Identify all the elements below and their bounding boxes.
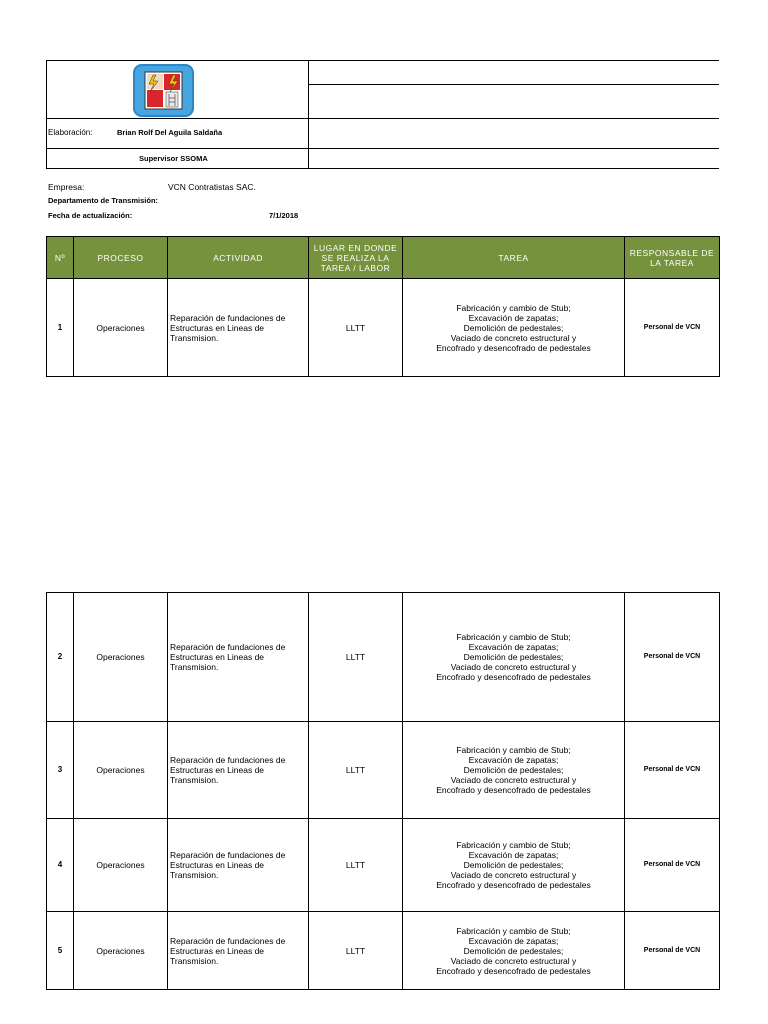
- tarea-line: Fabricación y cambio de Stub;: [456, 632, 571, 642]
- column-header-proceso: PROCESO: [74, 237, 168, 279]
- empresa-label: Empresa:: [48, 182, 85, 192]
- tarea-line: Encofrado y desencofrado de pedestales: [436, 880, 591, 890]
- row-num: 1: [47, 279, 74, 377]
- fecha-label: Fecha de actualización:: [48, 211, 133, 220]
- tarea-line: Demolición de pedestales;: [463, 860, 564, 870]
- row-actividad: Reparación de fundaciones de Estructuras en Lineas de Transmision.: [168, 912, 309, 990]
- table-row: [47, 722, 720, 819]
- row-actividad: Reparación de fundaciones de Estructuras en Lineas de Transmision.: [168, 593, 309, 722]
- row-responsable: Personal de VCN: [625, 722, 720, 819]
- tarea-line: Fabricación y cambio de Stub;: [456, 925, 571, 936]
- elaboracion-value: Brian Rolf Del Aguila Saldaña: [117, 128, 223, 137]
- row-proceso: Operaciones: [74, 912, 168, 990]
- column-header-tarea: TAREA: [403, 237, 625, 279]
- empresa-value: VCN Contratistas SAC.: [168, 182, 256, 192]
- tarea-line: Encofrado y desencofrado de pedestales: [436, 342, 591, 353]
- row-responsable: Personal de VCN: [625, 593, 720, 722]
- logo-graphic: [133, 64, 194, 117]
- role-label: Supervisor SSOMA: [139, 154, 208, 163]
- row-actividad: Reparación de fundaciones de Estructuras en Lineas de Transmision.: [168, 722, 309, 819]
- column-header-num: Nº: [47, 237, 74, 279]
- row-proceso: Operaciones: [74, 819, 168, 912]
- fecha-value: 7/1/2018: [269, 211, 299, 220]
- row-proceso: Operaciones: [74, 279, 168, 377]
- table-row: [47, 819, 720, 912]
- row-tarea: [403, 912, 625, 990]
- column-header-lugar: LUGAR EN DONDE SE REALIZA LA TAREA / LABOR: [309, 237, 403, 279]
- table-row: [47, 593, 720, 722]
- row-num: 3: [47, 722, 74, 819]
- row-num: 2: [47, 593, 74, 722]
- table-row: [47, 912, 720, 990]
- column-header-actividad: ACTIVIDAD: [168, 237, 309, 279]
- row-lugar: LLTT: [309, 819, 403, 912]
- tarea-line: Vaciado de concreto estructural y: [450, 955, 577, 966]
- row-lugar: LLTT: [309, 593, 403, 722]
- tasks-table-page-2: [46, 592, 720, 990]
- row-tarea: [403, 593, 625, 722]
- tasks-table-page-1: [46, 236, 720, 377]
- row-responsable: Personal de VCN: [625, 819, 720, 912]
- elaboracion-label: Elaboración:: [48, 128, 93, 137]
- row-lugar: LLTT: [309, 279, 403, 377]
- row-num: 4: [47, 819, 74, 912]
- tarea-line: Excavación de zapatas;: [468, 312, 559, 323]
- row-lugar: LLTT: [309, 722, 403, 819]
- tarea-line: Demolición de pedestales;: [463, 322, 564, 333]
- row-lugar: LLTT: [309, 912, 403, 990]
- row-responsable: Personal de VCN: [625, 279, 720, 377]
- tarea-line: Vaciado de concreto estructural y: [450, 662, 577, 672]
- tarea-line: Demolición de pedestales;: [463, 765, 564, 775]
- tarea-line: Demolición de pedestales;: [463, 945, 564, 956]
- tarea-line: Fabricación y cambio de Stub;: [456, 302, 571, 313]
- column-header-responsable: RESPONSABLE DE LA TAREA: [625, 237, 720, 279]
- table-header-row: [47, 237, 720, 279]
- tarea-line: Excavación de zapatas;: [468, 642, 559, 652]
- tarea-line: Fabricación y cambio de Stub;: [456, 745, 571, 755]
- row-proceso: Operaciones: [74, 593, 168, 722]
- row-tarea: [403, 819, 625, 912]
- row-actividad: Reparación de fundaciones de Estructuras en Lineas de Transmision.: [168, 819, 309, 912]
- tarea-line: Excavación de zapatas;: [468, 755, 559, 765]
- tarea-line: Vaciado de concreto estructural y: [450, 332, 577, 343]
- tarea-line: Encofrado y desencofrado de pedestales: [436, 785, 591, 795]
- tarea-line: Excavación de zapatas;: [468, 935, 559, 946]
- row-proceso: Operaciones: [74, 722, 168, 819]
- row-actividad: Reparación de fundaciones de Estructuras en Lineas de Transmision.: [168, 279, 309, 377]
- tarea-line: Encofrado y desencofrado de pedestales: [436, 672, 591, 682]
- departamento-label: Departamento de Transmisión:: [48, 196, 159, 205]
- tarea-line: Excavación de zapatas;: [468, 850, 559, 860]
- tarea-line: Fabricación y cambio de Stub;: [456, 840, 571, 850]
- row-tarea: [403, 722, 625, 819]
- tarea-line: Encofrado y desencofrado de pedestales: [436, 965, 591, 976]
- row-num: 5: [47, 912, 74, 990]
- company-logo: [133, 64, 194, 117]
- tarea-line: Vaciado de concreto estructural y: [450, 775, 577, 785]
- table-row: [47, 279, 720, 377]
- row-tarea: [403, 279, 625, 377]
- tarea-line: Vaciado de concreto estructural y: [450, 870, 577, 880]
- row-responsable: Personal de VCN: [625, 912, 720, 990]
- tarea-line: Demolición de pedestales;: [463, 652, 564, 662]
